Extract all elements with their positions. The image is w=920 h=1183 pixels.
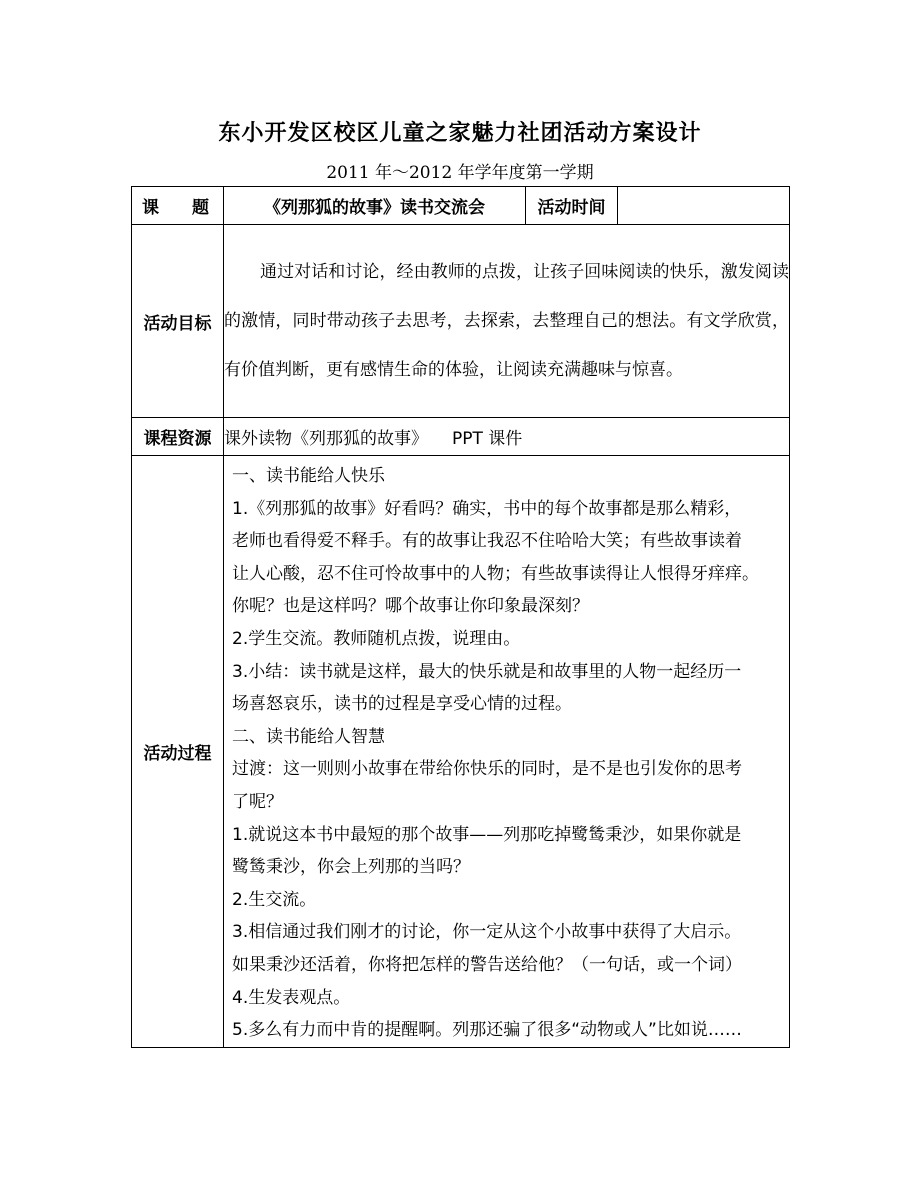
- resources-cell: [224, 418, 790, 456]
- process-line: 2.生交流。: [232, 889, 317, 910]
- process-line: 4.生发表观点。: [232, 987, 351, 1008]
- process-line: 让人心酸，忍不住可怜故事中的人物；有些故事读得让人恨得牙痒痒。: [232, 563, 759, 584]
- topic-row: [132, 187, 790, 225]
- process-line: 5.多么有力而中肯的提醒啊。列那还骗了很多“动物或人”比如说……: [232, 1020, 742, 1041]
- process-content: [224, 456, 790, 1048]
- document-subtitle: 2011 年～2012 年学年度第一学期: [326, 163, 594, 183]
- process-line: 1.《列那狐的故事》好看吗？确实，书中的每个故事都是那么精彩，: [232, 498, 742, 519]
- process-line: 一、读书能给人快乐: [232, 466, 385, 486]
- resource-ppt: PPT 课件: [452, 429, 523, 449]
- goal-row: [132, 225, 790, 418]
- process-label: 活动过程: [132, 456, 224, 1048]
- topic-label-char-1: 课: [142, 198, 159, 218]
- goal-text: 通过对话和讨论，经由教师的点拨，让孩子回味阅读的快乐，激发阅读的激情，同时带动孩子去思考，去探索，去整理自己的想法。有文学欣赏，有价值判断，更有感情生命的体验，让阅读充满趣味与惊喜。: [224, 225, 790, 418]
- goal-label: 活动目标: [132, 225, 224, 418]
- process-line: 老师也看得爱不释手。有的故事让我忍不住哈哈大笑；有些故事读着: [232, 531, 742, 552]
- topic-label-cell: [132, 187, 224, 225]
- resources-row: [132, 418, 790, 456]
- topic-label-char-2: 题: [192, 198, 209, 218]
- process-line: 场喜怒哀乐，读书的过程是享受心情的过程。: [232, 694, 572, 715]
- activity-time-value: [618, 187, 790, 225]
- activity-plan-table: [131, 186, 790, 1048]
- process-line: 鹭鸶秉沙，你会上列那的当吗？: [232, 857, 470, 878]
- process-line: 二、读书能给人智慧: [232, 726, 385, 747]
- process-line: 3.相信通过我们刚才的讨论，你一定从这个小故事中获得了大启示。: [232, 922, 742, 943]
- activity-time-label: 活动时间: [526, 187, 618, 225]
- process-line: 1.就说这本书中最短的那个故事——列那吃掉鹭鸶秉沙，如果你就是: [232, 824, 742, 845]
- process-line: 了呢？: [232, 791, 283, 812]
- document-title: 东小开发区校区儿童之家魅力社团活动方案设计: [218, 121, 702, 146]
- process-row: [132, 456, 790, 1048]
- resource-book: 课外读物《列那狐的故事》: [224, 429, 428, 449]
- topic-value: 《列那狐的故事》读书交流会: [224, 187, 526, 225]
- process-line: 你呢？也是这样吗？哪个故事让你印象最深刻？: [232, 596, 589, 617]
- resources-label: 课程资源: [132, 418, 224, 456]
- process-line: 如果秉沙还活着，你将把怎样的警告送给他？（一句话，或一个词）: [232, 954, 742, 975]
- process-line: 3.小结：读书就是这样，最大的快乐就是和故事里的人物一起经历一: [232, 661, 742, 682]
- process-line: 过渡：这一则则小故事在带给你快乐的同时，是不是也引发你的思考: [232, 759, 742, 780]
- process-line: 2.学生交流。教师随机点拨，说理由。: [232, 628, 521, 649]
